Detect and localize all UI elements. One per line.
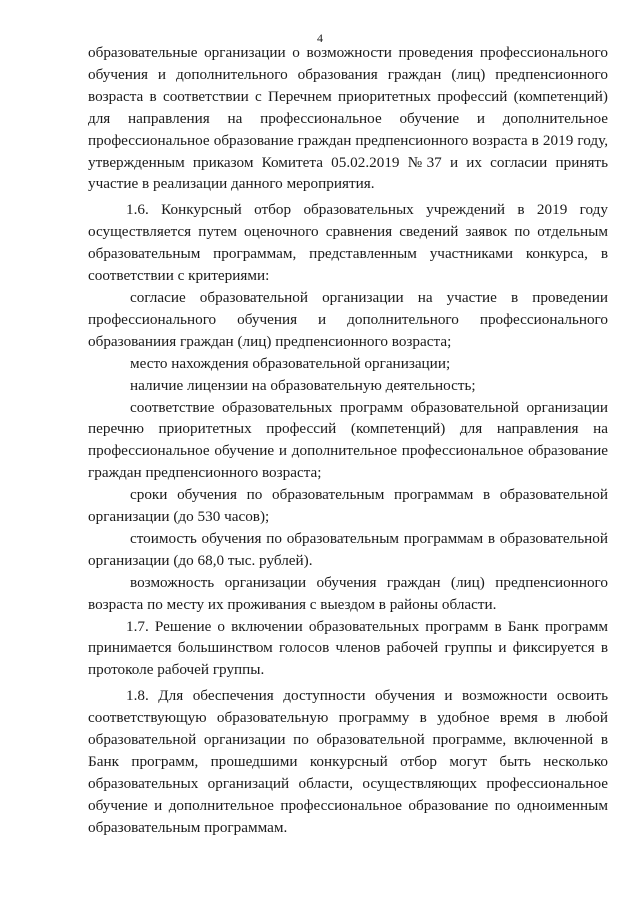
criterion-duration: сроки обучения по образовательным программам в образовательной организации (до 530 часов); [88, 486, 608, 526]
page-number: 4 [317, 31, 323, 45]
criterion-consent: согласие образовательной организации на участие в проведении профессионального обучения и дополнительного профессионального образованиия граждан (лиц) предпенсионного возраста; [88, 288, 608, 350]
criterion-remote-training: возможность организации обучения граждан (лиц) предпенсионного возраста по месту их проживания с выездом в районы области. [88, 573, 608, 613]
paragraph-1-6: 1.6. Конкурсный отбор образовательных учреждений в 2019 году осуществляется путем оценочного сравнения сведений заявок по отдельным образовательным программам, представленным участниками конкурса, в соответствии с критериями: [88, 201, 608, 285]
document-body [88, 42, 608, 839]
paragraph-1-7: 1.7. Решение о включении образовательных программ в Банк программ принимается большинством голосов членов рабочей группы и фиксируется в протоколе рабочей группы. [88, 617, 608, 679]
criterion-location: место нахождения образовательной организации; [130, 354, 451, 372]
criterion-license: наличие лицензии на образовательную деятельность; [130, 376, 476, 394]
criterion-cost: стоимость обучения по образовательным программам в образовательной организации (до 68,0 тыс. рублей). [88, 529, 608, 569]
criterion-program-match: соответствие образовательных программ образовательной организации перечню приоритетных профессий (компетенций) для направления на профессиональное обучение и дополнительное профессиональное образование граждан предпенсионного возраста; [88, 398, 608, 482]
paragraph-continuation: образовательные организации о возможности проведения профессионального обучения и дополнительного образования граждан (лиц) предпенсионного возраста в соответствии с Перечнем приоритетных профессий (компетенций) для направления на профессиональное обучение и дополнительное профессиональное образование граждан предпенсионного возраста в 2019 году, утвержденным приказом Комитета 05.02.2019 №37 и их согласии принять участие в реализации данного мероприятия. [88, 44, 608, 193]
paragraph-1-8: 1.8. Для обеспечения доступности обучения и возможности освоить соответствующую образовательную программу в удобное время в любой образовательной организации по образовательной программе, включенной в Банк программ, прошедшими конкурсный отбор могут быть несколько образовательных организаций области, осуществляющих профессиональное обучение и дополнительное профессиональное образование по одноименным образовательным программам. [88, 687, 608, 836]
